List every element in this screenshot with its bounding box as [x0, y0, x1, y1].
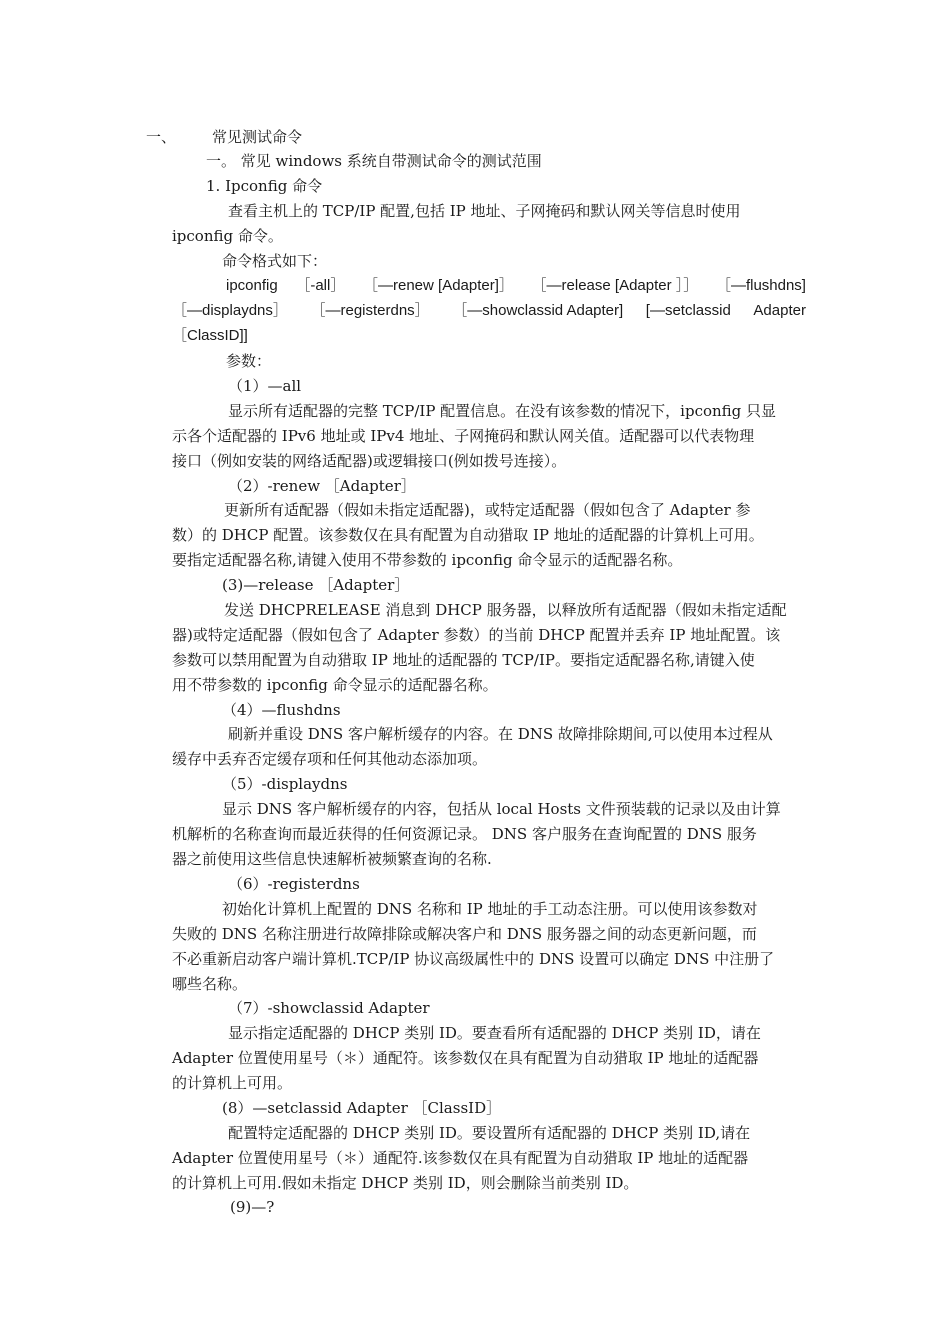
param-text: 器)或特定适配器（假如包含了 Adapter 参数）的当前 DHCP 配置并丢弃 IP 地址配置。该	[172, 626, 781, 644]
format-token: ［—release [Adapter ］］	[531, 277, 699, 294]
param-heading: （4）—flushdns	[222, 701, 341, 719]
param-text: 显示 DNS 客户解析缓存的内容，包括从 local Hosts 文件预装载的记录以及由计算	[222, 800, 781, 818]
params-label: 参数：	[226, 352, 272, 370]
param-text: 更新所有适配器（假如未指定适配器)，或特定适配器（假如包含了 Adapter 参	[224, 501, 751, 519]
param-text: 不必重新启动客户端计算机.TCP/IP 协议高级属性中的 DNS 设置可以确定 DNS 中注册了	[172, 950, 775, 968]
param-text: 用不带参数的 ipconfig 命令显示的适配器名称。	[172, 676, 498, 694]
param-text: 器之前使用这些信息快速解析被频繁查询的名称.	[172, 850, 492, 868]
format-token: ［—registerdns］	[310, 302, 430, 319]
param-text: 参数可以禁用配置为自动猎取 IP 地址的适配器的 TCP/IP。要指定适配器名称,请键入使	[172, 651, 755, 669]
intro-line: ipconfig 命令。	[172, 227, 283, 245]
param-text: 数）的 DHCP 配置。该参数仅在具有配置为自动猎取 IP 地址的适配器的计算机上可用。	[172, 526, 764, 544]
format-token: ipconfig	[226, 277, 278, 294]
heading-3: 1. Ipconfig 命令	[206, 177, 323, 195]
param-text: 机解析的名称查询而最近获得的任何资源记录。 DNS 客户服务在查询配置的 DNS 服务	[172, 825, 757, 843]
format-token: ［-all］	[295, 277, 346, 294]
param-text: 刷新并重设 DNS 客户解析缓存的内容。在 DNS 故障排除期间,可以使用本过程从	[228, 725, 773, 743]
param-text: 的计算机上可用.假如未指定 DHCP 类别 ID，则会删除当前类别 ID。	[172, 1174, 639, 1192]
format-token: ［—displaydns］	[172, 302, 288, 319]
heading-1-title: 常见测试命令	[212, 128, 303, 146]
param-text: 显示指定适配器的 DHCP 类别 ID。要查看所有适配器的 DHCP 类别 ID，请在	[228, 1024, 761, 1042]
param-text: 显示所有适配器的完整 TCP/IP 配置信息。在没有该参数的情况下，ipconfig 只显	[228, 402, 777, 420]
format-line: ［ClassID]]	[172, 327, 248, 344]
param-text: 哪些名称。	[172, 975, 248, 993]
param-heading: (9)—?	[230, 1198, 275, 1216]
param-heading: (8）—setclassid Adapter ［ClassID］	[222, 1099, 502, 1117]
param-heading: （5）-displaydns	[222, 775, 348, 793]
param-text: 缓存中丢弃否定缓存项和任何其他动态添加项。	[172, 750, 488, 768]
param-text: 初始化计算机上配置的 DNS 名称和 IP 地址的手工动态注册。可以使用该参数对	[222, 900, 758, 918]
param-text: 的计算机上可用。	[172, 1074, 293, 1092]
param-heading: （7）-showclassid Adapter	[228, 999, 430, 1017]
param-text: 接口（例如安装的网络适配器)或逻辑接口(例如拨号连接）。	[172, 452, 567, 470]
format-line	[172, 302, 806, 320]
param-text: 失败的 DNS 名称注册进行故障排除或解决客户和 DNS 服务器之间的动态更新问题，而	[172, 925, 757, 943]
heading-2: 一。 常见 windows 系统自带测试命令的测试范围	[206, 152, 542, 170]
param-heading: （1）—all	[228, 377, 302, 395]
param-heading: （2）-renew ［Adapter］	[228, 477, 416, 495]
param-text: 配置特定适配器的 DHCP 类别 ID。要设置所有适配器的 DHCP 类别 ID,请在	[228, 1124, 751, 1142]
format-line	[226, 277, 806, 295]
format-label: 命令格式如下：	[222, 252, 328, 270]
param-heading: (3)—release ［Adapter］	[222, 576, 410, 594]
param-text: Adapter 位置使用星号（＊）通配符.该参数仅在具有配置为自动猎取 IP 地址的适配器	[172, 1149, 749, 1167]
param-text: 发送 DHCPRELEASE 消息到 DHCP 服务器，以释放所有适配器（假如未指定适配	[224, 601, 787, 619]
format-token: ［—flushdns]	[715, 277, 806, 294]
format-token: [—setclassid	[645, 302, 731, 319]
param-text: 要指定适配器名称,请键入使用不带参数的 ipconfig 命令显示的适配器名称。	[172, 551, 683, 569]
param-text: Adapter 位置使用星号（＊）通配符。该参数仅在具有配置为自动猎取 IP 地址的适配器	[172, 1049, 759, 1067]
format-token: Adapter	[753, 302, 806, 319]
param-text: 示各个适配器的 IPv6 地址或 IPv4 地址、子网掩码和默认网关值。适配器可以代表物理	[172, 427, 755, 445]
format-token: ［—showclassid Adapter]	[452, 302, 624, 319]
heading-1-number: 一、	[146, 128, 177, 146]
format-token: ［—renew [Adapter]］	[363, 277, 514, 294]
param-heading: （6）-registerdns	[228, 875, 360, 893]
intro-line: 查看主机上的 TCP/IP 配置,包括 IP 地址、子网掩码和默认网关等信息时使用	[228, 202, 741, 220]
